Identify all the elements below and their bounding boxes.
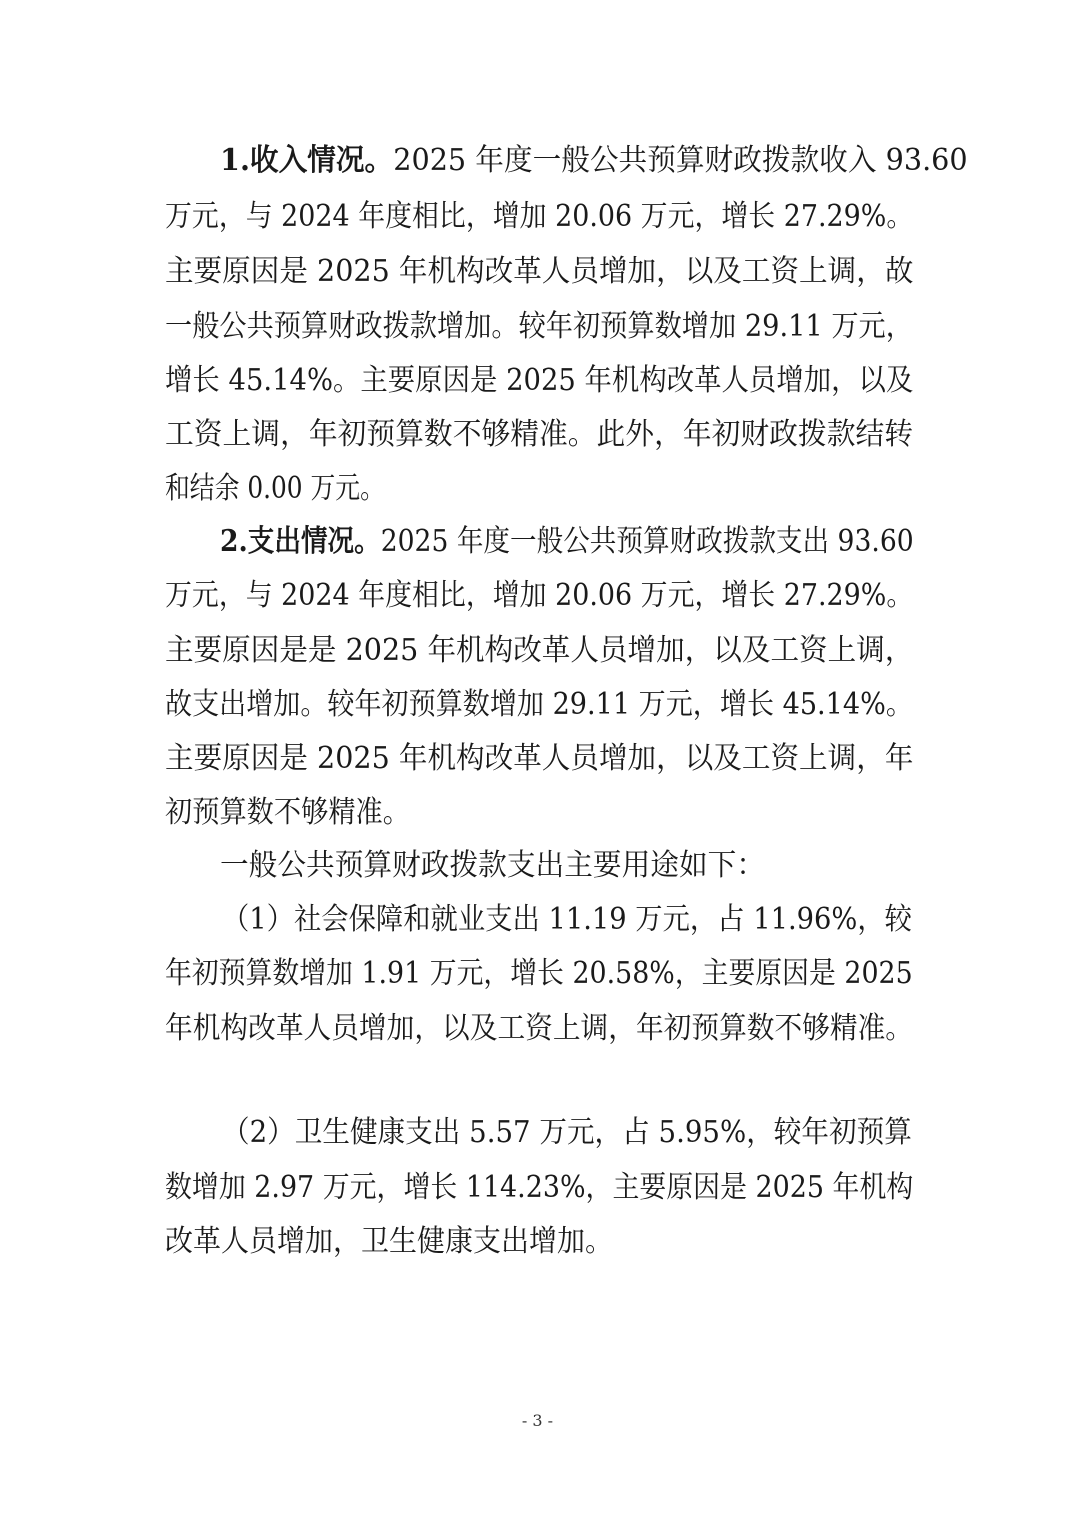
paragraph-line: 主要原因是 2025 年机构改革人员增加，以及工资上调，故 [165, 254, 914, 289]
paragraph-line: （2）卫生健康支出 5.57 万元，占 5.95%，较年初预算 [222, 1115, 912, 1150]
paragraph-text: 2025 年度一般公共预算财政拨款收入 93.60 [393, 143, 968, 178]
paragraph-line: 改革人员增加，卫生健康支出增加。 [165, 1224, 613, 1259]
paragraph-line [220, 524, 914, 559]
page-number: - 3 - [521, 1411, 554, 1430]
paragraph-line: 万元，与 2024 年度相比，增加 20.06 万元，增长 27.29%。 [165, 578, 914, 613]
paragraph-line: 初预算数不够精准。 [165, 795, 410, 830]
section-heading: 2.支出情况。 [220, 524, 381, 559]
paragraph-line: 万元，与 2024 年度相比，增加 20.06 万元，增长 27.29%。 [165, 199, 914, 234]
paragraph-text: 2025 年度一般公共预算财政拨款支出 93.60 [380, 524, 914, 559]
paragraph-line: （1）社会保障和就业支出 11.19 万元，占 11.96%，较 [222, 902, 912, 937]
paragraph-line: 一般公共预算财政拨款支出主要用途如下： [220, 848, 765, 883]
paragraph-line: 主要原因是是 2025 年机构改革人员增加，以及工资上调， [165, 633, 914, 668]
paragraph-line: 数增加 2.97 万元，增长 114.23%，主要原因是 2025 年机构 [165, 1170, 914, 1205]
paragraph-line: 年机构改革人员增加，以及工资上调，年初预算数不够精准。 [165, 1011, 913, 1046]
paragraph-line: 一般公共预算财政拨款增加。较年初预算数增加 29.11 万元， [165, 309, 913, 344]
paragraph-line: 故支出增加。较年初预算数增加 29.11 万元，增长 45.14%。 [165, 687, 913, 722]
paragraph-line [220, 143, 968, 178]
paragraph-line: 主要原因是 2025 年机构改革人员增加，以及工资上调，年 [165, 741, 914, 776]
paragraph-line: 年初预算数增加 1.91 万元，增长 20.58%，主要原因是 2025 [165, 956, 913, 991]
paragraph-line: 增长 45.14%。主要原因是 2025 年机构改革人员增加，以及 [165, 363, 914, 398]
paragraph-line: 工资上调，年初预算数不够精准。此外，年初财政拨款结转 [165, 417, 913, 452]
paragraph-line: 和结余 0.00 万元。 [165, 471, 385, 506]
section-heading: 1.收入情况。 [220, 143, 394, 178]
